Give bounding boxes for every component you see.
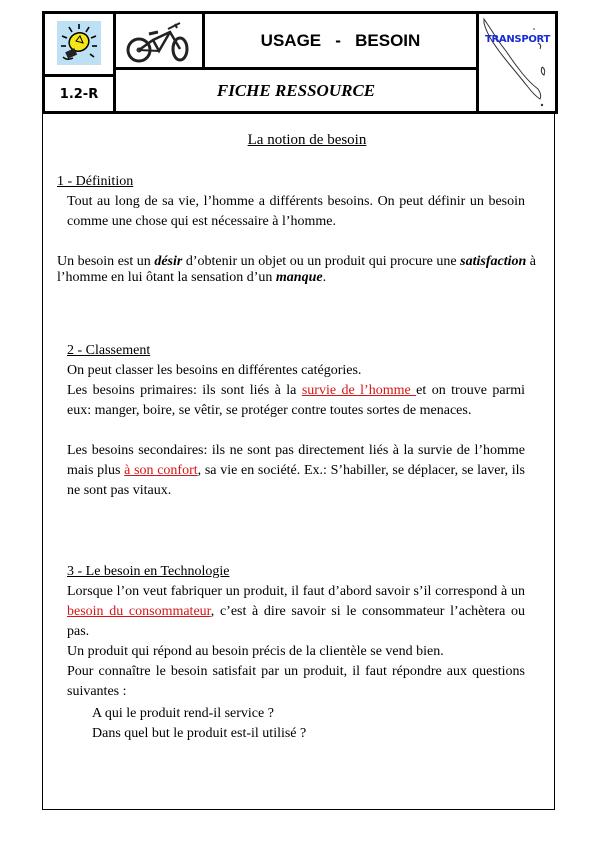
text: Les besoins primaires: ils sont liés à la — [67, 383, 302, 398]
text: , c’est à dire savoir si le consommateur l’achètera ou — [210, 604, 525, 619]
definition-paragraph-line — [57, 268, 326, 288]
paragraph-line: Un produit qui répond au besoin précis de la clientèle se vend bien. — [67, 644, 444, 659]
text: , sa vie en société. Ex.: S’habiller, se déplacer, se laver, ils — [197, 463, 526, 478]
sheet-code: 1.2-R — [42, 74, 116, 114]
document-title: La notion de besoin — [247, 132, 367, 148]
section-heading-definition: 1 - Définition — [57, 174, 134, 189]
question-item: Dans quel but le produit est-il utilisé ? — [92, 726, 307, 741]
term-satisfaction: satisfaction — [460, 254, 527, 269]
question-item: A qui le produit rend-il service ? — [92, 706, 274, 721]
paragraph-line: Lorsque l’on veut fabriquer un produit, il faut d’abord savoir s’il correspond à un — [67, 584, 525, 599]
map-cell — [476, 11, 558, 114]
paragraph-line — [67, 381, 525, 401]
paragraph-line: Les besoins secondaires: ils ne sont pas directement liés à la survie de l’homme — [67, 443, 525, 458]
text: l’homme en lui ôtant la sensation d’un — [57, 270, 276, 285]
section-heading-technologie: 3 - Le besoin en Technologie — [67, 564, 230, 579]
term-manque: manque — [275, 270, 323, 285]
text: d’obtenir un objet ou un produit qui procure une — [182, 254, 461, 269]
highlight-confort: à son confort — [124, 463, 198, 478]
paragraph-line: Tout au long de sa vie, l’homme a différents besoins. On peut définir un besoin — [67, 194, 525, 209]
lightbulb-icon — [57, 21, 101, 65]
paragraph-line: pas. — [67, 624, 90, 639]
paragraph-line: On peut classer les besoins en différentes catégories. — [67, 363, 362, 378]
paragraph-line: suivantes : — [67, 684, 127, 699]
text: et on trouve parmi — [416, 383, 526, 398]
term-desir: désir — [154, 254, 183, 269]
text: mais plus — [67, 463, 125, 478]
section-heading-classement: 2 - Classement — [67, 343, 151, 358]
new-caledonia-map-icon — [482, 17, 554, 111]
paragraph-line: comme une chose qui est nécessaire à l’homme. — [67, 214, 337, 229]
paragraph-line — [67, 602, 525, 622]
paragraph-line: ne sont pas vitaux. — [67, 483, 172, 498]
bicycle-icon — [125, 20, 195, 64]
sheet-subtitle: FICHE RESSOURCE — [113, 67, 479, 114]
highlight-consommateur: besoin du consommateur — [67, 604, 211, 619]
text: à — [526, 254, 537, 269]
paragraph-line — [67, 461, 525, 481]
page-title: USAGE - BESOIN — [202, 11, 479, 70]
bike-cell — [113, 11, 205, 70]
paragraph-line: Pour connaître le besoin satisfait par un produit, il faut répondre aux questions — [67, 664, 525, 679]
highlight-survie: survie de l’homme — [301, 383, 417, 398]
transport-label: TRANSPORT — [485, 34, 551, 45]
text: Un besoin est un — [57, 254, 155, 269]
text: . — [322, 270, 327, 285]
logo-cell — [42, 11, 116, 77]
paragraph-line: eux: manger, boire, se vêtir, se protéger contre toutes sortes de menaces. — [67, 403, 472, 418]
